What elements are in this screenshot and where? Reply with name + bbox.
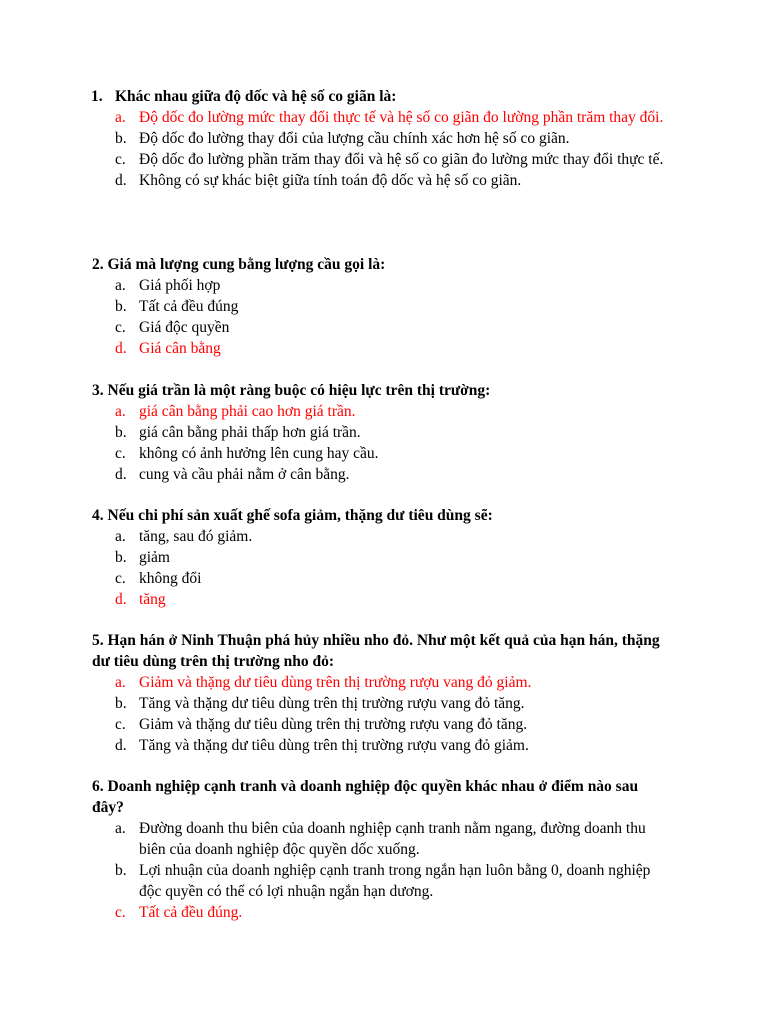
option-letter: d. — [115, 340, 127, 357]
option-letter: a. — [115, 277, 126, 294]
option — [0, 443, 768, 464]
option-letter: c. — [115, 445, 126, 462]
option-text: giá cân bằng phải thấp hơn giá trần. — [139, 424, 361, 441]
option-correct — [0, 107, 768, 128]
option-letter: b. — [115, 298, 127, 315]
option-correct — [0, 589, 768, 610]
option-letter: d. — [115, 172, 127, 189]
option-text: Tất cả đều đúng — [139, 298, 239, 315]
option-text: Đường doanh thu biên của doanh nghiệp cạnh tranh nằm ngang, đường doanh thu biên của doanh nghiệp độc quyền dốc xuống. — [139, 820, 646, 858]
option-text: Giảm và thặng dư tiêu dùng trên thị trường rượu vang đỏ tăng. — [139, 716, 528, 733]
option-letter: b. — [115, 862, 127, 879]
option-text: tăng — [139, 591, 166, 608]
option-letter: c. — [115, 716, 126, 733]
option-letter: a. — [115, 109, 126, 126]
option-correct — [0, 338, 768, 359]
option-letter: a. — [115, 403, 126, 420]
option-text: Độ dốc đo lường thay đổi của lượng cầu chính xác hơn hệ số co giãn. — [139, 130, 570, 147]
option-letter: a. — [115, 820, 126, 837]
question-title: 3. Nếu giá trần là một ràng buộc có hiệu lực trên thị trường: — [92, 382, 491, 399]
option — [0, 275, 768, 296]
option — [0, 818, 768, 860]
option — [0, 568, 768, 589]
option — [0, 464, 768, 485]
question-title: 2. Giá mà lượng cung bằng lượng cầu gọi là: — [92, 256, 386, 273]
option-text: Giá độc quyền — [139, 319, 230, 336]
option-letter: b. — [115, 424, 127, 441]
option-list — [0, 401, 768, 485]
option-text: Tăng và thặng dư tiêu dùng trên thị trường rượu vang đỏ tăng. — [139, 695, 525, 712]
option — [0, 422, 768, 443]
option-text: tăng, sau đó giảm. — [139, 528, 253, 545]
option-text: Giảm và thặng dư tiêu dùng trên thị trường rượu vang đỏ giảm. — [139, 674, 532, 691]
option — [0, 693, 768, 714]
option-list — [0, 275, 768, 359]
question-4 — [0, 505, 768, 610]
option-list — [0, 107, 768, 191]
option-text: Tất cả đều đúng. — [139, 904, 243, 921]
question-5 — [0, 630, 768, 756]
option — [0, 526, 768, 547]
option — [0, 714, 768, 735]
question-title: 5. Hạn hán ở Ninh Thuận phá hủy nhiều nho đỏ. Như một kết quả của hạn hán, thặng dư tiêu dùng trên thị trường nho đỏ: — [92, 632, 660, 670]
option-text: giá cân bằng phải cao hơn giá trần. — [139, 403, 356, 420]
option — [0, 296, 768, 317]
option-text: Giá phối hợp — [139, 277, 221, 294]
option-text: Tăng và thặng dư tiêu dùng trên thị trường rượu vang đỏ giảm. — [139, 737, 529, 754]
option-list — [0, 526, 768, 610]
option-letter: c. — [115, 570, 126, 587]
question-1 — [0, 86, 768, 191]
question-title — [0, 86, 768, 107]
option-letter: a. — [115, 528, 126, 545]
option-letter: b. — [115, 549, 127, 566]
option-text: Không có sự khác biệt giữa tính toán độ dốc và hệ số co giãn. — [139, 172, 522, 189]
option — [0, 128, 768, 149]
option-text: không đổi — [139, 570, 202, 587]
question-6 — [0, 776, 768, 923]
question-number: 1. — [91, 88, 103, 105]
option — [0, 547, 768, 568]
question-title: 6. Doanh nghiệp cạnh tranh và doanh nghiệp độc quyền khác nhau ở điểm nào sau đây? — [92, 778, 639, 816]
option-text: Độ dốc đo lường phần trăm thay đổi và hệ số co giãn đo lường mức thay đổi thực tế. — [139, 151, 664, 168]
option-letter: c. — [115, 151, 126, 168]
option — [0, 170, 768, 191]
option-letter: b. — [115, 695, 127, 712]
option — [0, 149, 768, 170]
question-2 — [0, 254, 768, 359]
option-letter: d. — [115, 737, 127, 754]
option-correct — [0, 672, 768, 693]
question-text: Khác nhau giữa độ dốc và hệ số co giãn là: — [115, 88, 397, 105]
option-text: Độ dốc đo lường mức thay đổi thực tế và hệ số co giãn đo lường phần trăm thay đổi. — [139, 109, 664, 126]
question-3 — [0, 380, 768, 485]
option-text: không có ảnh hưởng lên cung hay cầu. — [139, 445, 379, 462]
option-letter: a. — [115, 674, 126, 691]
option-letter: c. — [115, 904, 126, 921]
option-letter: c. — [115, 319, 126, 336]
option-list — [0, 818, 768, 923]
option-letter: d. — [115, 591, 127, 608]
option-letter: b. — [115, 130, 127, 147]
option-list — [0, 672, 768, 756]
option — [0, 317, 768, 338]
option-letter: d. — [115, 466, 127, 483]
option-correct — [0, 902, 768, 923]
option-text: giảm — [139, 549, 170, 566]
option-text: Giá cân bằng — [139, 340, 221, 357]
option — [0, 860, 768, 902]
option-text: cung và cầu phải nằm ở cân bằng. — [139, 466, 350, 483]
option-text: Lợi nhuận của doanh nghiệp cạnh tranh trong ngắn hạn luôn bằng 0, doanh nghiệp độc quyền có thể có lợi nhuận ngắn hạn dương. — [139, 862, 651, 900]
question-title: 4. Nếu chi phí sản xuất ghế sofa giảm, thặng dư tiêu dùng sẽ: — [92, 507, 493, 524]
option-correct — [0, 401, 768, 422]
option — [0, 735, 768, 756]
